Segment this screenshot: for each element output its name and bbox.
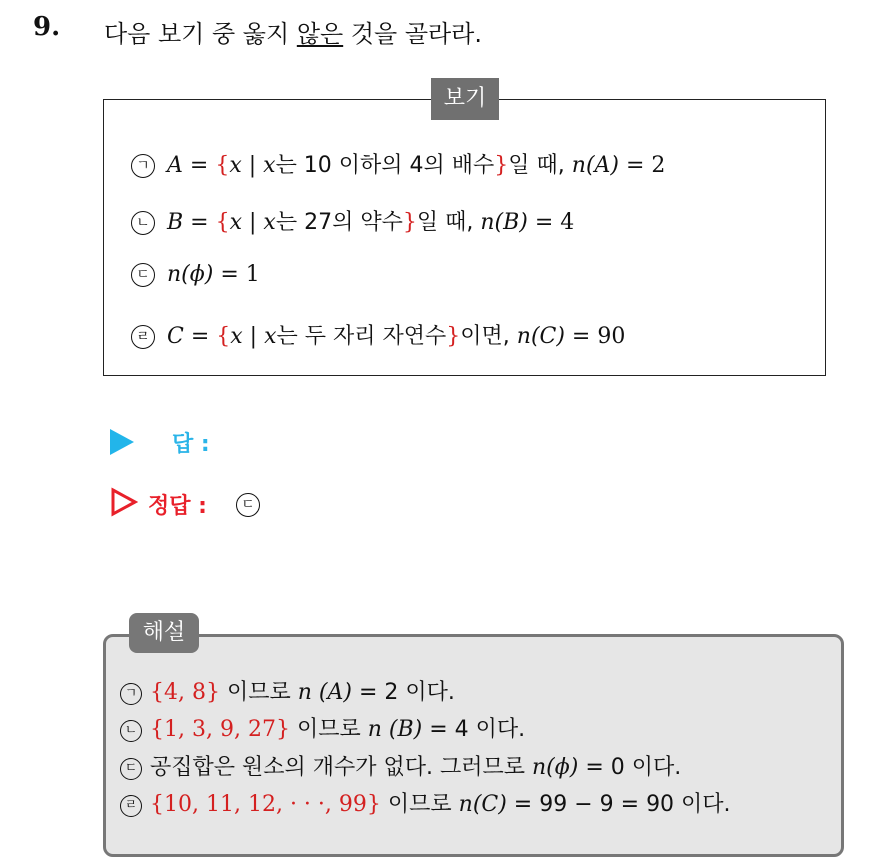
left-brace: { <box>215 153 230 178</box>
result: = 0 이다. <box>578 755 682 780</box>
answer-label: 답 : <box>172 432 210 457</box>
bogi-title: 보기 <box>431 78 499 120</box>
explanation-text: 공집합은 원소의 개수가 없다. 그러므로 <box>150 755 532 780</box>
left-brace: { <box>216 324 231 349</box>
right-brace: } <box>446 324 461 349</box>
explanation-line-3 <box>120 750 681 781</box>
set-literal: {1, 3, 9, 27} <box>150 717 290 742</box>
circle-marker-icon: ㄹ <box>131 325 155 349</box>
set-literal: {10, 11, 12, · · ·, 99} <box>150 792 381 817</box>
function-n: n <box>167 262 182 287</box>
argument: (B) <box>381 717 423 742</box>
right-brace: } <box>402 210 417 235</box>
bogi-item-1 <box>131 148 665 179</box>
argument: (ϕ) <box>546 755 579 780</box>
function-n: n <box>480 210 495 235</box>
condition: 는 10 이하의 4의 배수 <box>275 153 495 178</box>
circle-marker-icon: ㄴ <box>131 211 155 235</box>
connector: 이면, <box>460 324 517 349</box>
connector: 일 때, <box>416 210 481 235</box>
bogi-item-3 <box>131 262 260 287</box>
right-brace: } <box>494 153 509 178</box>
circle-marker-icon: ㄷ <box>131 263 155 287</box>
explanation-title: 해설 <box>129 613 199 653</box>
set-name: A <box>167 153 183 178</box>
circle-marker-icon: ㄴ <box>120 720 142 742</box>
variable: x <box>229 153 242 178</box>
result: = 2 이다. <box>351 680 455 705</box>
variable: x <box>263 153 276 178</box>
question-text-after: 것을 골라라. <box>343 20 482 48</box>
correct-answer-row <box>110 487 310 521</box>
argument: (C) <box>530 324 565 349</box>
variable: x <box>229 210 243 235</box>
function-n: n <box>367 717 382 742</box>
condition: 는 두 자리 자연수 <box>276 324 447 349</box>
circle-marker-icon: ㄱ <box>131 154 155 178</box>
play-triangle-icon <box>110 429 134 455</box>
argument: (B) <box>494 210 528 235</box>
variable: x <box>230 324 243 349</box>
argument: (C) <box>472 792 507 817</box>
argument: (A) <box>311 680 352 705</box>
correct-answer-value: ㄷ <box>236 493 260 517</box>
variable: x <box>264 324 277 349</box>
explanation-box <box>103 634 844 857</box>
equals: = <box>183 210 216 235</box>
explanation-line-1 <box>120 675 455 706</box>
bar: | <box>241 153 264 178</box>
set-literal: {4, 8} <box>150 680 220 705</box>
connector: 이므로 <box>289 717 368 742</box>
circle-marker-icon: ㄷ <box>120 758 142 780</box>
variable: x <box>263 210 276 235</box>
condition: 는 27의 약수 <box>275 210 403 235</box>
outline-triangle-icon <box>110 487 138 517</box>
set-name: C <box>167 324 184 349</box>
set-name: B <box>167 210 184 235</box>
result: = 1 <box>213 262 260 287</box>
function-n: n <box>458 792 473 817</box>
result: = 90 <box>564 324 626 349</box>
function-n: n <box>532 755 547 780</box>
explanation-line-2 <box>120 712 525 743</box>
equals: = <box>182 153 216 178</box>
result: = 2 <box>619 153 666 178</box>
connector: 이므로 <box>380 792 459 817</box>
equals: = <box>183 324 217 349</box>
bogi-item-2 <box>131 205 574 236</box>
result: = 99 − 9 = 90 이다. <box>506 792 731 817</box>
question-number: 9. <box>33 12 61 42</box>
connector: 이므로 <box>219 680 298 705</box>
function-n: n <box>297 680 312 705</box>
connector: 일 때, <box>508 153 572 178</box>
circle-marker-icon: ㄹ <box>120 795 142 817</box>
explanation-line-4 <box>120 787 731 818</box>
circle-marker-icon: ㄱ <box>120 683 142 705</box>
bar: | <box>242 210 264 235</box>
function-n: n <box>571 153 586 178</box>
bar: | <box>242 324 265 349</box>
function-n: n <box>516 324 531 349</box>
question-text-underlined: 않은 <box>296 20 344 48</box>
correct-answer-label: 정답 : <box>148 494 207 519</box>
argument: (ϕ) <box>181 262 214 287</box>
bogi-item-4 <box>131 319 625 350</box>
question-text-before: 다음 보기 중 옳지 <box>104 20 297 48</box>
result: = 4 이다. <box>422 717 526 742</box>
question-text <box>104 14 482 49</box>
left-brace: { <box>215 210 230 235</box>
result: = 4 <box>527 210 575 235</box>
argument: (A) <box>585 153 620 178</box>
